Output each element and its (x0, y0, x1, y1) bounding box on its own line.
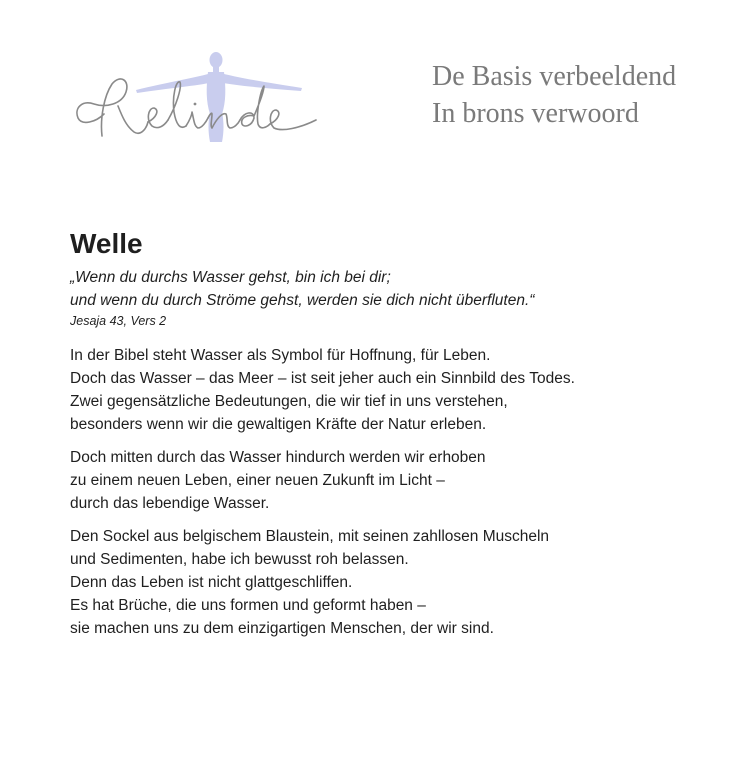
paragraph-line: besonders wenn wir die gewaltigen Kräfte der Natur erleben. (70, 416, 487, 433)
paragraph-line: sie machen uns zu dem einzigartigen Menschen, der wir sind. (70, 620, 494, 637)
quote-line: „Wenn du durchs Wasser gehst, bin ich bei dir; (70, 269, 391, 286)
paragraph-line: Doch das Wasser – das Meer – ist seit jeher auch ein Sinnbild des Todes. (70, 370, 575, 387)
paragraph-line: Den Sockel aus belgischem Blaustein, mit seinen zahllosen Muscheln (70, 528, 550, 545)
paragraph-line: Denn das Leben ist nicht glattgeschliffen. (70, 574, 353, 591)
article-title: Welle (70, 228, 143, 259)
quote-line: und wenn du durch Ströme gehst, werden sie dich nicht überfluten.“ (70, 292, 535, 309)
quote-source: Jesaja 43, Vers 2 (70, 314, 167, 328)
paragraph-line: zu einem neuen Leben, einer neuen Zukunft im Licht – (70, 472, 445, 489)
relinde-logo (64, 48, 326, 144)
paragraph-line: Zwei gegensätzliche Bedeutungen, die wir tief in uns verstehen, (70, 393, 508, 410)
paragraph-2 (70, 446, 710, 515)
paragraph-1 (70, 344, 710, 436)
bible-quote (70, 266, 710, 312)
paragraph-3 (70, 525, 710, 640)
paragraph-line: Es hat Brüche, die uns formen und geformt haben – (70, 597, 426, 614)
dancer-figure-icon (64, 48, 326, 144)
tagline (432, 58, 676, 132)
paragraph-line: und Sedimenten, habe ich bewusst roh belassen. (70, 551, 409, 568)
paragraph-line: durch das lebendige Wasser. (70, 495, 270, 512)
tagline-line-1: De Basis verbeeldend (432, 61, 677, 92)
article (70, 226, 710, 640)
paragraph-line: Doch mitten durch das Wasser hindurch werden wir erhoben (70, 449, 486, 466)
paragraph-line: In der Bibel steht Wasser als Symbol für Hoffnung, für Leben. (70, 347, 491, 364)
tagline-line-2: In brons verwoord (432, 98, 639, 129)
